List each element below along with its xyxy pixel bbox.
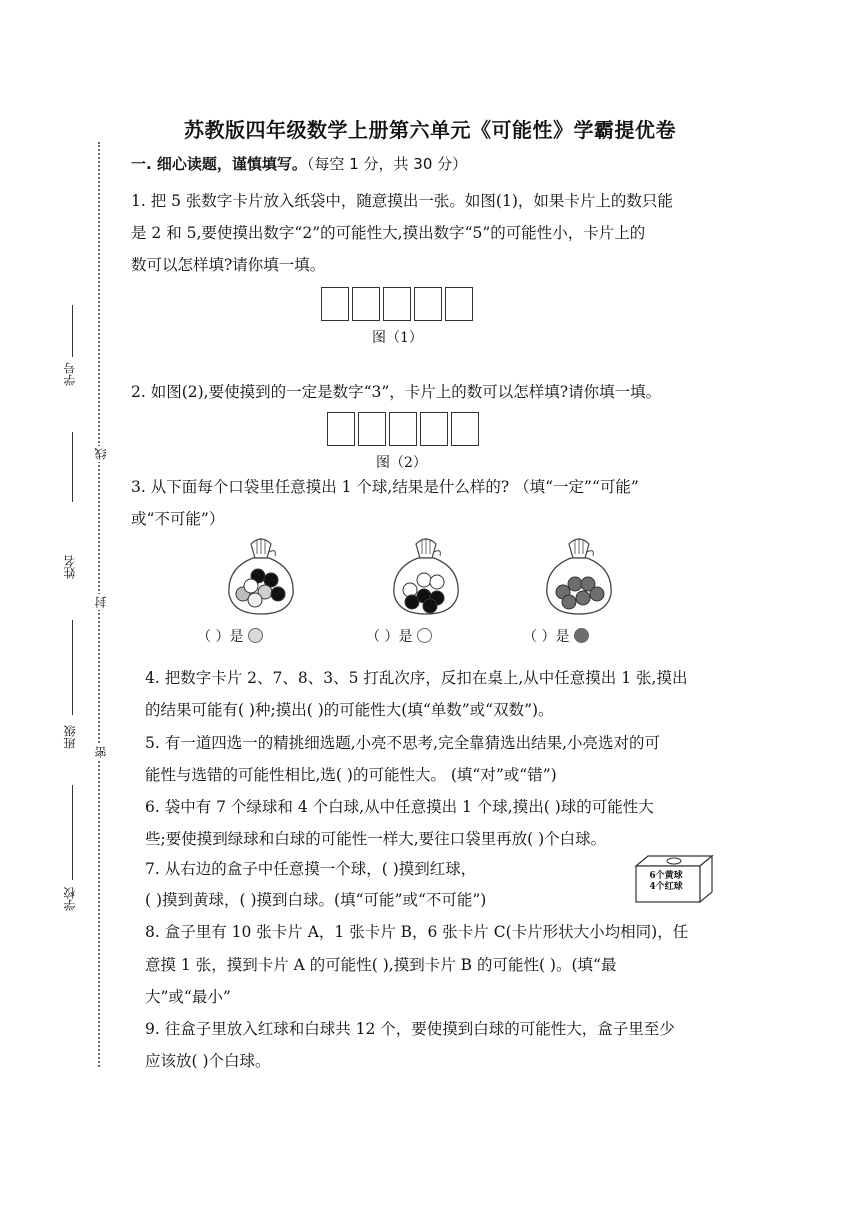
q1-figure-caption: 图（1） xyxy=(372,330,423,346)
ball-gray xyxy=(576,591,590,605)
seal-char-feng: 封 xyxy=(94,596,108,608)
bag-bow xyxy=(269,551,275,556)
q6-line2: 些;要使摸到绿球和白球的可能性一样大,要往口袋里再放( )个白球。 xyxy=(145,830,607,848)
ball-white xyxy=(244,579,258,593)
xingming-line xyxy=(72,432,73,502)
xuexiao-line xyxy=(72,785,73,880)
q2-line1: 2. 如图(2),要使摸到的一定是数字“3”，卡片上的数可以怎样填?请你填一填。 xyxy=(131,383,662,401)
bag-bow xyxy=(434,551,440,556)
ball-white xyxy=(417,573,431,587)
q1-card-blanks xyxy=(321,287,473,321)
q8-line1: 8. 盒子里有 10 张卡片 A，1 张卡片 B，6 张卡片 C(卡片形状大小均相同)，任 xyxy=(145,923,689,941)
ball-black xyxy=(423,599,437,613)
q1-line2: 是 2 和 5,要使摸出数字“2”的可能性大,摸出数字“5”的可能性小，卡片上的 xyxy=(131,224,646,242)
box-hole xyxy=(667,858,681,864)
q3-answer-blank: （ ）是 xyxy=(523,629,570,645)
q2-card-blanks xyxy=(327,412,479,446)
section-points: （每空 1 分，共 30 分） xyxy=(306,155,468,173)
q4-line2: 的结果可能有( )种;摸出( )的可能性大(填“单数”或“双数”)。 xyxy=(145,701,554,719)
q1-card-blank[interactable] xyxy=(414,287,442,321)
q2-card-blank[interactable] xyxy=(327,412,355,446)
section-heading xyxy=(131,153,467,174)
q3-answer-1[interactable] xyxy=(197,626,263,646)
q8-line2: 意摸 1 张，摸到卡片 A 的可能性( ),摸到卡片 B 的可能性( )。(填“最 xyxy=(145,956,617,974)
ball-gray xyxy=(562,595,576,609)
xingming-label: 姓名 xyxy=(63,555,77,579)
ball-white xyxy=(430,575,444,589)
section-title: 一. 细心读题，谨慎填写。 xyxy=(131,155,307,173)
q2-card-blank[interactable] xyxy=(389,412,417,446)
q2-figure-caption: 图（2） xyxy=(376,455,427,471)
ball-white xyxy=(248,593,262,607)
q7-line2: ( )摸到黄球，( )摸到白球。(填“可能”或“不可能”) xyxy=(145,891,487,909)
q2-card-blank[interactable] xyxy=(451,412,479,446)
q5-line1: 5. 有一道四选一的精挑细选题,小亮不思考,完全靠猜选出结果,小亮选对的可 xyxy=(145,734,660,752)
ball-light-gray-icon xyxy=(248,628,263,643)
q7-line1: 7. 从右边的盒子中任意摸一个球，( )摸到红球， xyxy=(145,860,477,878)
q1-card-blank[interactable] xyxy=(445,287,473,321)
ball-gray xyxy=(568,577,582,591)
page-title: 苏教版四年级数学上册第六单元《可能性》学霸提优卷 xyxy=(184,118,676,142)
q2-card-blank[interactable] xyxy=(420,412,448,446)
q9-line1: 9. 往盒子里放入红球和白球共 12 个，要使摸到白球的可能性大，盒子里至少 xyxy=(145,1020,675,1038)
q3-line1: 3. 从下面每个口袋里任意摸出 1 个球,结果是什么样的? （填“一定”“可能” xyxy=(131,478,639,496)
seal-char-mi: 密 xyxy=(94,746,108,758)
q2-card-blank[interactable] xyxy=(358,412,386,446)
box-label-yellow: 6个黄球 xyxy=(649,871,683,881)
banji-line xyxy=(72,620,73,715)
q1-card-blank[interactable] xyxy=(321,287,349,321)
xuexiao-label: 学校 xyxy=(63,887,77,911)
q3-answer-blank: （ ）是 xyxy=(366,629,413,645)
q3-answer-blank: （ ）是 xyxy=(197,629,244,645)
q1-line3: 数可以怎样填?请你填一填。 xyxy=(131,256,326,274)
bag-black-white-illustration xyxy=(390,536,462,618)
q1-line1: 1. 把 5 张数字卡片放入纸袋中，随意摸出一张。如图(1)，如果卡片上的数只能 xyxy=(131,192,673,210)
ball-white-icon xyxy=(417,628,432,643)
xuehao-line xyxy=(72,305,73,357)
q4-line1: 4. 把数字卡片 2、7、8、3、5 打乱次序，反扣在桌上,从中任意摸出 1 张,摸出 xyxy=(145,669,688,687)
ball-dark-gray-icon xyxy=(574,628,589,643)
q5-line2: 能性与选错的可能性相比,选( )的可能性大。 (填“对”或“错”) xyxy=(145,766,557,784)
q8-line3: 大”或“最小” xyxy=(145,988,231,1006)
bag-bow xyxy=(587,551,593,556)
q6-line1: 6. 袋中有 7 个绿球和 4 个白球,从中任意摸出 1 个球,摸出( )球的可能性大 xyxy=(145,798,654,816)
seal-char-xian: 线 xyxy=(94,448,108,460)
bag-mixed-illustration xyxy=(225,536,297,618)
q1-card-blank[interactable] xyxy=(383,287,411,321)
q1-card-blank[interactable] xyxy=(352,287,380,321)
xuehao-label: 学号 xyxy=(63,362,77,386)
q9-line2: 应该放( )个白球。 xyxy=(145,1052,271,1070)
box-label-red: 4个红球 xyxy=(649,882,683,892)
banji-label: 班级 xyxy=(63,725,77,749)
ball-gray xyxy=(590,587,604,601)
bag-gray-illustration xyxy=(543,536,615,618)
ball-black xyxy=(271,587,285,601)
q3-answer-2[interactable] xyxy=(366,626,432,646)
box-label xyxy=(642,871,690,893)
q3-line2: 或“不可能”） xyxy=(131,510,225,528)
q3-answer-3[interactable] xyxy=(523,626,589,646)
